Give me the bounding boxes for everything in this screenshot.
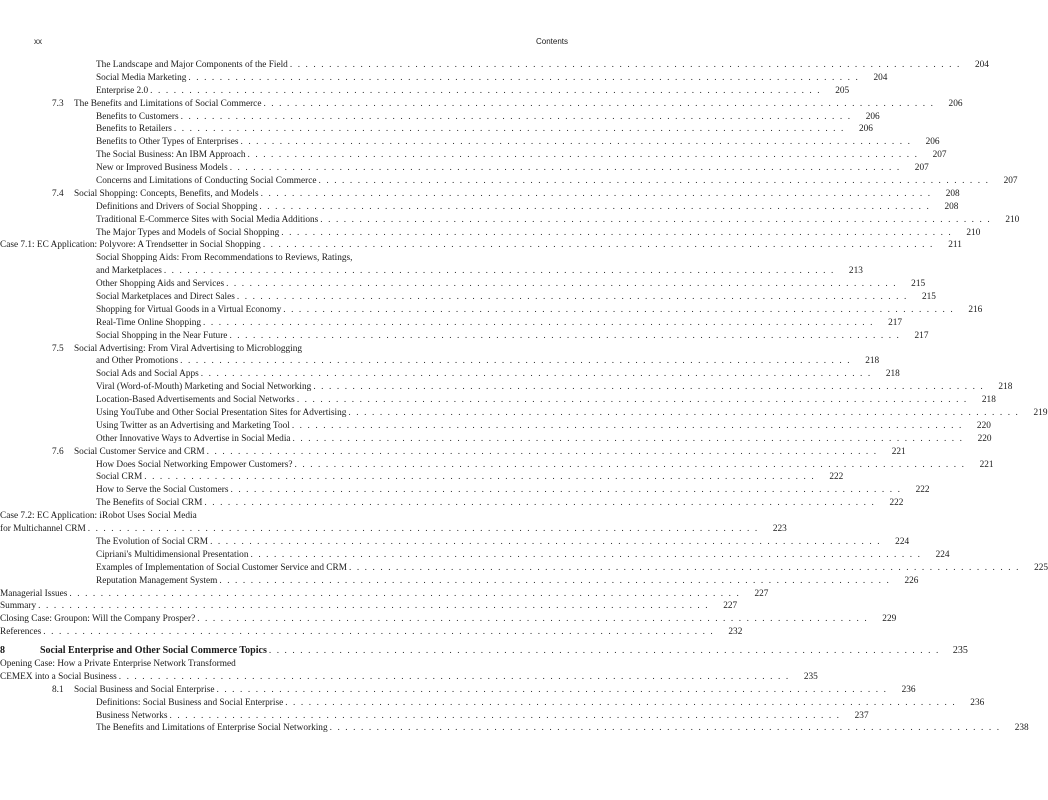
toc-entry-title: Definitions: Social Business and Social Enterprise bbox=[96, 697, 284, 708]
toc-entry-page: 206 bbox=[865, 111, 880, 122]
leader-dots bbox=[88, 523, 759, 536]
toc-entry[interactable] bbox=[96, 536, 910, 549]
toc-entry-title: Social Media Marketing bbox=[96, 72, 187, 83]
toc-entry[interactable] bbox=[96, 562, 1048, 575]
leader-dots bbox=[269, 645, 940, 658]
toc-entry[interactable] bbox=[96, 291, 936, 304]
toc-entry-title: New or Improved Business Models bbox=[96, 163, 228, 174]
toc-entry-title: and Marketplaces bbox=[96, 266, 162, 277]
toc-entry-title: Social Enterprise and Other Social Commerce Topics bbox=[40, 645, 267, 657]
toc-entry[interactable] bbox=[0, 510, 431, 523]
leader-dots bbox=[237, 291, 908, 304]
leader-dots bbox=[259, 201, 930, 214]
leader-dots bbox=[119, 671, 790, 684]
toc-entry[interactable] bbox=[96, 710, 869, 723]
toc-entry-title: Social CRM bbox=[96, 472, 143, 483]
toc-entry[interactable] bbox=[96, 227, 981, 240]
toc-entry-page: 221 bbox=[979, 459, 994, 470]
leader-dots bbox=[69, 588, 740, 601]
leader-dots bbox=[174, 123, 845, 136]
toc-entry[interactable] bbox=[96, 162, 929, 175]
toc-entry[interactable] bbox=[52, 343, 431, 356]
toc-entry[interactable] bbox=[0, 626, 743, 639]
toc-entry-title: Concerns and Limitations of Conducting Social Commerce bbox=[96, 176, 317, 186]
toc-entry[interactable] bbox=[96, 394, 996, 407]
toc-entry[interactable] bbox=[96, 697, 985, 710]
toc-entry-page: 235 bbox=[952, 645, 968, 657]
toc-entry[interactable] bbox=[0, 645, 968, 658]
toc-entry[interactable] bbox=[96, 201, 959, 214]
toc-entry-title: Benefits to Customers bbox=[96, 111, 179, 122]
toc-entry-title: The Benefits and Limitations of Enterprise Social Networking bbox=[96, 723, 328, 734]
leader-dots bbox=[283, 304, 954, 317]
toc-entry-page: 210 bbox=[966, 227, 981, 238]
leader-dots bbox=[348, 407, 1019, 420]
toc-entry-title: Managerial Issues bbox=[0, 588, 68, 599]
toc-entry[interactable] bbox=[96, 381, 1013, 394]
toc-entry-title: Other Innovative Ways to Advertise in Social Media bbox=[96, 433, 291, 444]
toc-entry-title: Benefits to Retailers bbox=[96, 124, 172, 135]
toc-entry-title: Other Shopping Aids and Services bbox=[96, 279, 225, 290]
leader-dots bbox=[207, 446, 878, 459]
toc-entry-page: 218 bbox=[981, 395, 996, 406]
toc-entry-title: Using YouTube and Other Social Presentation Sites for Advertising bbox=[96, 408, 347, 419]
leader-dots bbox=[297, 394, 968, 407]
toc-entry[interactable] bbox=[52, 446, 906, 459]
leader-dots bbox=[164, 265, 835, 278]
toc-entry[interactable] bbox=[96, 59, 989, 72]
toc-entry-page: 220 bbox=[976, 420, 991, 431]
toc-entry-page: 206 bbox=[948, 98, 963, 109]
toc-entry-title: and Other Promotions bbox=[96, 356, 179, 367]
toc-entry-number: 8 bbox=[0, 645, 5, 657]
table-of-contents bbox=[0, 59, 1048, 735]
leader-dots bbox=[188, 72, 859, 85]
toc-entry-page: 211 bbox=[948, 240, 962, 251]
toc-entry-title: Shopping for Virtual Goods in a Virtual Economy bbox=[96, 304, 282, 315]
toc-entry[interactable] bbox=[52, 684, 916, 697]
toc-entry-page: 225 bbox=[1034, 562, 1048, 573]
toc-entry-number: 7.6 bbox=[52, 446, 64, 457]
leader-dots bbox=[170, 710, 841, 723]
toc-entry-page: 208 bbox=[944, 201, 959, 212]
leader-dots bbox=[210, 536, 881, 549]
leader-dots bbox=[201, 368, 872, 381]
toc-entry-title: The Benefits of Social CRM bbox=[96, 498, 203, 509]
toc-entry-page: 204 bbox=[873, 72, 888, 83]
leader-dots bbox=[263, 98, 934, 111]
toc-entry-page: 210 bbox=[1005, 214, 1020, 225]
toc-entry-title: Social Ads and Social Apps bbox=[96, 369, 199, 380]
leader-dots bbox=[349, 562, 1020, 575]
leader-dots bbox=[285, 697, 956, 710]
toc-entry-page: 232 bbox=[728, 627, 743, 638]
toc-entry-number: 7.4 bbox=[52, 188, 64, 199]
leader-dots bbox=[216, 684, 887, 697]
toc-entry[interactable] bbox=[96, 278, 926, 291]
toc-entry[interactable] bbox=[96, 149, 947, 162]
toc-entry-page: 226 bbox=[904, 575, 919, 586]
toc-entry[interactable] bbox=[96, 111, 880, 124]
toc-entry-title: Closing Case: Groupon: Will the Company Prosper? bbox=[0, 614, 196, 625]
toc-entry-title: Case 7.2: EC Application: iRobot Uses Social Media bbox=[0, 511, 197, 522]
running-head-title: Contents bbox=[535, 37, 568, 46]
toc-entry[interactable] bbox=[96, 252, 431, 265]
toc-entry[interactable] bbox=[0, 613, 897, 626]
toc-entry-page: 207 bbox=[1003, 176, 1018, 186]
toc-entry-page: 213 bbox=[848, 266, 863, 277]
leader-dots bbox=[144, 471, 815, 484]
toc-entry[interactable] bbox=[96, 459, 994, 472]
toc-entry-page: 208 bbox=[945, 188, 960, 199]
toc-entry-page: 224 bbox=[895, 536, 910, 547]
toc-entry[interactable] bbox=[96, 497, 904, 510]
toc-entry-page: 238 bbox=[1014, 723, 1029, 734]
toc-entry-title: Benefits to Other Types of Enterprises bbox=[96, 137, 239, 148]
leader-dots bbox=[293, 433, 964, 446]
toc-entry-page: 206 bbox=[925, 137, 940, 148]
toc-entry[interactable] bbox=[96, 420, 991, 433]
toc-entry-page: 218 bbox=[998, 382, 1013, 393]
leader-dots bbox=[204, 497, 875, 510]
leader-dots bbox=[263, 239, 934, 252]
toc-entry-title: The Evolution of Social CRM bbox=[96, 536, 209, 547]
leader-dots bbox=[203, 317, 874, 330]
toc-entry[interactable] bbox=[96, 575, 919, 588]
toc-entry-page: 220 bbox=[977, 433, 992, 444]
toc-entry-number: 7.5 bbox=[52, 343, 64, 354]
leader-dots bbox=[43, 626, 714, 639]
toc-entry-page: 227 bbox=[723, 601, 738, 612]
leader-dots bbox=[38, 600, 709, 613]
leader-dots bbox=[230, 484, 901, 497]
toc-entry[interactable] bbox=[0, 671, 818, 684]
toc-entry-page: 218 bbox=[885, 369, 900, 380]
toc-entry[interactable] bbox=[52, 98, 963, 111]
toc-entry-title: Social Marketplaces and Direct Sales bbox=[96, 292, 235, 303]
toc-entry[interactable] bbox=[96, 85, 850, 98]
leader-dots bbox=[197, 613, 868, 626]
toc-entry[interactable] bbox=[96, 549, 950, 562]
toc-entry-page: 236 bbox=[901, 684, 916, 695]
toc-entry-page: 206 bbox=[859, 124, 873, 135]
toc-entry[interactable] bbox=[0, 658, 431, 671]
toc-entry-title: Summary bbox=[0, 601, 37, 612]
toc-entry-title: How Does Social Networking Empower Customers? bbox=[96, 459, 293, 470]
toc-entry-title: for Multichannel CRM bbox=[0, 524, 86, 535]
leader-dots bbox=[250, 549, 921, 562]
toc-entry-title: Social Business and Social Enterprise bbox=[74, 684, 215, 695]
leader-dots bbox=[261, 188, 932, 201]
toc-entry[interactable] bbox=[0, 588, 769, 601]
toc-entry-title: The Benefits and Limitations of Social Commerce bbox=[74, 98, 262, 109]
toc-entry-page: 219 bbox=[1033, 408, 1048, 419]
leader-dots bbox=[240, 136, 911, 149]
toc-entry-title: Social Shopping: Concepts, Benefits, and Models bbox=[74, 188, 259, 199]
toc-entry[interactable] bbox=[96, 72, 888, 85]
toc-entry-page: 222 bbox=[829, 472, 844, 483]
toc-entry-page: 221 bbox=[891, 446, 906, 457]
toc-entry-title: Social Shopping in the Near Future bbox=[96, 330, 228, 341]
toc-entry[interactable] bbox=[0, 600, 738, 613]
running-header bbox=[34, 37, 568, 49]
leader-dots bbox=[320, 214, 991, 227]
leader-dots bbox=[230, 162, 901, 175]
toc-entry-page: 222 bbox=[915, 485, 930, 496]
toc-entry-title: The Major Types and Models of Social Shopping bbox=[96, 227, 280, 238]
toc-entry-page: 215 bbox=[921, 292, 936, 303]
toc-entry-page: 215 bbox=[911, 279, 926, 290]
leader-dots bbox=[181, 111, 852, 124]
leader-dots bbox=[150, 85, 821, 98]
leader-dots bbox=[295, 459, 966, 472]
toc-entry-page: 218 bbox=[865, 356, 880, 367]
toc-entry[interactable] bbox=[96, 265, 863, 278]
toc-entry-title: Examples of Implementation of Social Customer Service and CRM bbox=[96, 562, 347, 573]
toc-entry[interactable] bbox=[96, 368, 900, 381]
toc-entry-page: 237 bbox=[854, 710, 869, 721]
toc-entry[interactable] bbox=[96, 433, 992, 446]
toc-entry[interactable] bbox=[0, 239, 962, 252]
toc-entry-title: Real-Time Online Shopping bbox=[96, 317, 202, 328]
toc-entry-title: CEMEX into a Social Business bbox=[0, 671, 117, 682]
leader-dots bbox=[180, 355, 851, 368]
toc-entry-title: The Landscape and Major Components of the Field bbox=[96, 59, 288, 70]
toc-entry-page: 229 bbox=[882, 614, 897, 625]
toc-entry[interactable] bbox=[96, 722, 1029, 735]
toc-entry[interactable] bbox=[96, 407, 1048, 420]
toc-entry-number: 7.3 bbox=[52, 98, 64, 109]
leader-dots bbox=[319, 175, 990, 188]
toc-entry[interactable] bbox=[96, 355, 880, 368]
leader-dots bbox=[292, 420, 963, 433]
toc-entry-title: Opening Case: How a Private Enterprise Network Transformed bbox=[0, 658, 236, 669]
toc-entry-page: 204 bbox=[974, 59, 989, 70]
toc-entry[interactable] bbox=[96, 330, 929, 343]
toc-entry-title: Social Customer Service and CRM bbox=[74, 446, 205, 457]
toc-entry-title: Location-Based Advertisements and Social Networks bbox=[96, 395, 295, 406]
leader-dots bbox=[313, 381, 984, 394]
toc-entry-title: Using Twitter as an Advertising and Marketing Tool bbox=[96, 420, 290, 431]
leader-dots bbox=[281, 227, 952, 240]
toc-entry[interactable] bbox=[52, 188, 960, 201]
toc-entry-page: 217 bbox=[914, 330, 929, 341]
toc-entry[interactable] bbox=[96, 123, 873, 136]
toc-entry-title: Social Shopping Aids: From Recommendations to Reviews, Ratings, bbox=[96, 253, 353, 264]
toc-entry-page: 216 bbox=[968, 304, 983, 315]
toc-entry-title: Case 7.1: EC Application: Polyvore: A Trendsetter in Social Shopping bbox=[0, 240, 261, 251]
toc-entry-page: 207 bbox=[914, 163, 929, 174]
toc-entry-title: The Social Business: An IBM Approach bbox=[96, 150, 246, 161]
toc-entry-title: Traditional E-Commerce Sites with Social Media Additions bbox=[96, 214, 319, 225]
toc-entry-title: Business Networks bbox=[96, 710, 168, 721]
toc-entry[interactable] bbox=[96, 214, 1020, 227]
toc-entry-page: 224 bbox=[935, 549, 950, 560]
toc-entry[interactable] bbox=[96, 136, 940, 149]
toc-entry-page: 217 bbox=[888, 317, 903, 328]
toc-entry-number: 8.1 bbox=[52, 684, 64, 695]
leader-dots bbox=[290, 59, 961, 72]
toc-entry-page: 222 bbox=[889, 498, 904, 509]
toc-entry-page: 235 bbox=[803, 671, 818, 682]
toc-entry-page: 236 bbox=[970, 697, 985, 708]
leader-dots bbox=[330, 722, 1001, 735]
toc-entry-title: Definitions and Drivers of Social Shopping bbox=[96, 201, 258, 212]
toc-entry-page: 205 bbox=[835, 85, 850, 96]
leader-dots bbox=[229, 330, 900, 343]
toc-entry-page: 207 bbox=[932, 150, 947, 161]
page-number-roman: xx bbox=[34, 37, 42, 46]
toc-entry-title: References bbox=[0, 627, 42, 638]
leader-dots bbox=[226, 278, 897, 291]
toc-entry-title: How to Serve the Social Customers bbox=[96, 485, 229, 496]
leader-dots bbox=[248, 149, 919, 162]
toc-entry-title: Reputation Management System bbox=[96, 575, 218, 586]
toc-entry-title: Enterprise 2.0 bbox=[96, 85, 149, 96]
toc-entry[interactable] bbox=[96, 317, 903, 330]
toc-entry-page: 227 bbox=[754, 588, 769, 599]
toc-entry[interactable] bbox=[96, 472, 844, 485]
toc-entry[interactable] bbox=[96, 484, 930, 497]
toc-entry-title: Viral (Word-of-Mouth) Marketing and Social Networking bbox=[96, 382, 312, 393]
toc-entry-page: 223 bbox=[772, 524, 787, 535]
toc-entry[interactable] bbox=[0, 523, 787, 536]
toc-entry-title: Social Advertising: From Viral Advertising to Microblogging bbox=[74, 343, 303, 354]
toc-entry-title: Cipriani's Multidimensional Presentation bbox=[96, 549, 249, 560]
leader-dots bbox=[219, 575, 890, 588]
toc-entry[interactable] bbox=[96, 304, 983, 317]
toc-entry[interactable] bbox=[96, 175, 1018, 188]
